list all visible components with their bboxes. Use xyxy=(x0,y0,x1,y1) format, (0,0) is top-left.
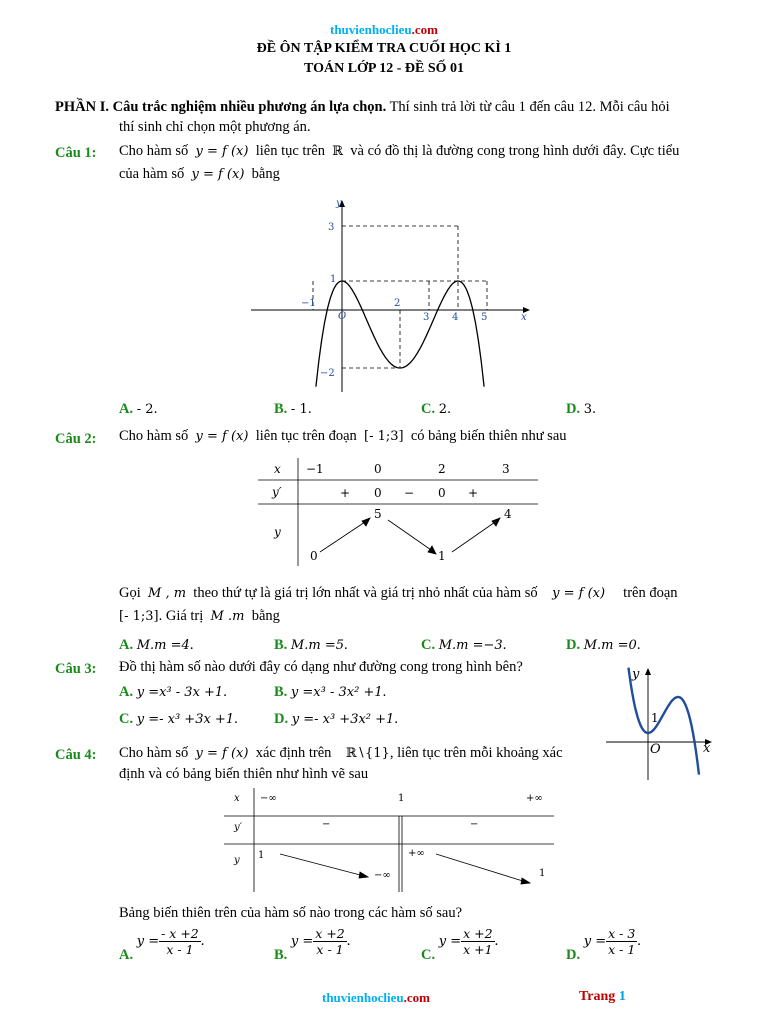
ytick-3: 3 xyxy=(328,222,335,233)
q2-variation-table xyxy=(258,456,538,568)
svg-text:−: − xyxy=(470,819,479,830)
svg-text:y: y xyxy=(234,855,240,866)
svg-text:y: y xyxy=(274,525,281,539)
interval: [- 1;3] xyxy=(364,429,404,444)
svg-text:1: 1 xyxy=(258,850,265,861)
svg-text:1: 1 xyxy=(398,793,405,804)
question-3-text: Đồ thị hàm số nào dưới đây có dạng như đường cong trong hình bên? xyxy=(119,659,523,675)
domain: ℝ∖{1} xyxy=(345,746,390,761)
q1-option-b[interactable]: B. - 1. xyxy=(274,401,312,417)
q3-option-d[interactable]: D. y =- x³ +3x² +1. xyxy=(274,711,398,727)
svg-text:2: 2 xyxy=(438,462,446,476)
reals-symbol: ℝ xyxy=(332,144,344,159)
svg-text:0: 0 xyxy=(374,462,382,476)
xtick-3: 3 xyxy=(423,312,430,323)
q3-graph xyxy=(596,660,716,782)
svg-text:5: 5 xyxy=(374,507,382,521)
q1-option-d[interactable]: D. 3. xyxy=(566,401,597,417)
svg-text:y: y xyxy=(632,667,640,682)
svg-text:+: + xyxy=(340,486,351,500)
q1-option-c[interactable]: C. 2. xyxy=(421,401,452,417)
svg-text:+∞: +∞ xyxy=(526,793,543,804)
page-number: Trang 1 xyxy=(579,989,626,1004)
svg-text:x: x xyxy=(703,741,711,756)
svg-text:0: 0 xyxy=(310,549,318,563)
svg-text:1: 1 xyxy=(438,549,446,563)
q2-option-d[interactable]: D. M.m =0. xyxy=(566,637,641,653)
question-3-label: Câu 3: xyxy=(55,661,97,677)
question-1-label: Câu 1: xyxy=(55,145,97,161)
xtick-4: 4 xyxy=(452,312,459,323)
q3-option-b[interactable]: B. y =x³ - 3x² +1. xyxy=(274,684,387,700)
question-2-text-3: [- 1;3]. Giá trị M .m bằng xyxy=(119,608,280,624)
svg-text:0: 0 xyxy=(374,486,382,500)
question-1-text: Cho hàm số y = f (x) liên tục trên ℝ và có đồ thị là đường cong trong hình dưới đây. Cực tiểu xyxy=(119,143,680,159)
question-4-label: Câu 4: xyxy=(55,747,97,763)
xtick-2: 2 xyxy=(394,298,401,309)
ytick-1: 1 xyxy=(330,274,337,285)
svg-text:−1: −1 xyxy=(306,462,324,476)
svg-text:y′: y′ xyxy=(234,822,242,833)
q2-option-a[interactable]: A. M.m =4. xyxy=(119,637,194,653)
svg-text:−∞: −∞ xyxy=(374,870,391,881)
site-domain: .com xyxy=(411,22,438,37)
q4-option-d[interactable]: D. y = $\frac{x - 3}{x - 1}$ . xyxy=(566,926,641,963)
ytick-neg2: −2 xyxy=(320,368,335,379)
svg-text:−: − xyxy=(322,819,331,830)
q1-option-a[interactable]: A. - 2. xyxy=(119,401,158,417)
q4-variation-table xyxy=(224,786,554,892)
exam-title: ĐỀ ÔN TẬP KIỂM TRA CUỐI HỌC KÌ 1 xyxy=(256,41,512,56)
x-label: x xyxy=(521,312,527,323)
origin-label: O xyxy=(338,311,347,322)
q1-graph xyxy=(246,196,536,396)
svg-text:−: − xyxy=(404,486,415,500)
question-1-text-2: của hàm số y = f (x) bằng xyxy=(119,166,280,182)
section-line-2: thí sinh chỉ chọn một phương án. xyxy=(119,119,311,135)
q2-option-c[interactable]: C. M.m =−3. xyxy=(421,637,507,653)
svg-text:3: 3 xyxy=(502,462,510,476)
section-heading: PHẦN I. Câu trắc nghiệm nhiều phương án lựa chọn. xyxy=(55,99,387,115)
section-line-1: PHẦN I. Câu trắc nghiệm nhiều phương án lựa chọn. Thí sinh trả lời từ câu 1 đến câu 12. Mỗi câu hỏi xyxy=(55,99,670,115)
svg-text:+∞: +∞ xyxy=(408,848,425,859)
function-expr: y = f (x) xyxy=(195,144,249,159)
question-4-text-3: Bảng biến thiên trên của hàm số nào trong các hàm số sau? xyxy=(119,905,463,921)
y-arrow xyxy=(645,668,651,675)
site-footer: thuvienhoclieu.com xyxy=(322,990,430,1005)
svg-text:x: x xyxy=(234,793,240,804)
q4-option-c[interactable]: C. y = $\frac{x +2}{x +1}$ . xyxy=(421,926,499,963)
y-label: y xyxy=(336,198,342,209)
q2-option-b[interactable]: B. M.m =5. xyxy=(274,637,348,653)
site-header xyxy=(0,22,768,38)
svg-text:O: O xyxy=(650,742,661,757)
exam-subtitle: TOÁN LỚP 12 - ĐỀ SỐ 01 xyxy=(304,61,464,76)
q4-option-a[interactable]: A. y = $\frac{- x +2}{x - 1}$ . xyxy=(119,926,205,963)
question-2-label: Câu 2: xyxy=(55,431,97,447)
xtick-neg1: −1 xyxy=(301,298,316,309)
q3-option-c[interactable]: C. y =- x³ +3x +1. xyxy=(119,711,238,727)
svg-text:−∞: −∞ xyxy=(260,793,277,804)
svg-text:4: 4 xyxy=(504,507,512,521)
site-name: thuvienhoclieu xyxy=(330,22,412,37)
svg-text:y′: y′ xyxy=(272,485,282,499)
q4-option-b[interactable]: B. y = $\frac{x +2}{x - 1}$ . xyxy=(274,926,351,963)
question-2-text-2: Gọi M , m theo thứ tự là giá trị lớn nhất và giá trị nhỏ nhất của hàm số y = f (x) trên đoạn xyxy=(119,585,678,601)
svg-text:1: 1 xyxy=(539,868,546,879)
svg-text:+: + xyxy=(468,486,479,500)
svg-text:1: 1 xyxy=(651,711,659,725)
guide-lines xyxy=(313,226,487,368)
function-curve xyxy=(629,668,700,775)
question-4-text-2: định và có bảng biến thiên như hình vẽ sau xyxy=(119,766,369,782)
svg-text:0: 0 xyxy=(438,486,446,500)
question-4-text: Cho hàm số y = f (x) xác định trên ℝ∖{1}, liên tục trên mỗi khoảng xác xyxy=(119,745,563,761)
question-2-text: Cho hàm số y = f (x) liên tục trên đoạn [- 1;3] có bảng biến thiên như sau xyxy=(119,428,567,444)
q3-option-a[interactable]: A. y =x³ - 3x +1. xyxy=(119,684,227,700)
svg-text:x: x xyxy=(274,462,281,476)
xtick-5: 5 xyxy=(481,312,488,323)
